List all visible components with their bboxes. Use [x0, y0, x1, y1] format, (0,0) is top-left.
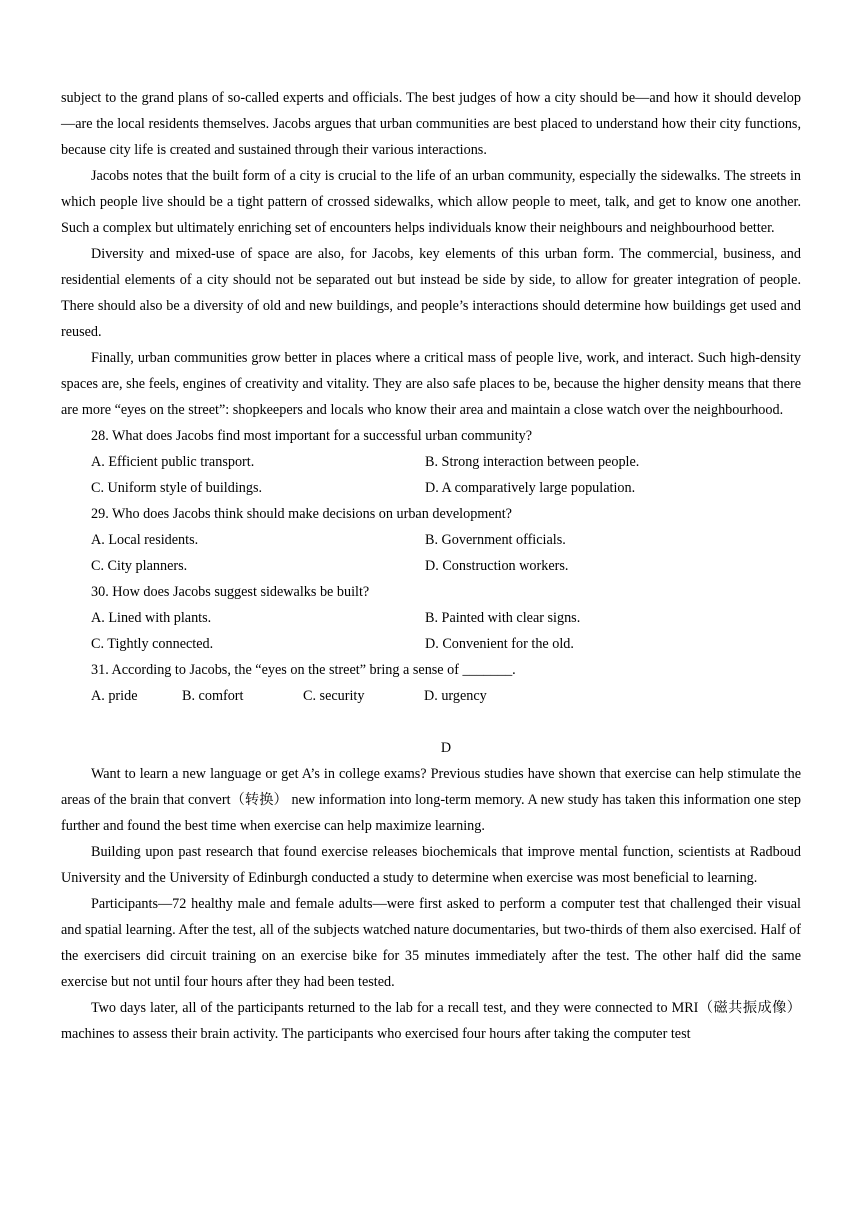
question-31-option-b: B. comfort — [182, 688, 244, 704]
question-28-option-a: A. Efficient public transport. — [91, 454, 255, 470]
question-31-option-a: A. pride — [91, 688, 138, 704]
question-31-option-c: C. security — [303, 688, 365, 704]
passage-c-paragraph-1: subject to the grand plans of so-called experts and officials. The best judges of how a city should be—and how it should develop—are the local residents themselves. Jacobs argues that urban communities are best placed to understand how their city functions, because city life is created and sustained through their various interactions. — [61, 90, 801, 158]
question-28-option-c: C. Uniform style of buildings. — [91, 480, 263, 496]
passage-d-heading: D — [440, 740, 452, 756]
question-31-option-d: D. urgency — [424, 688, 487, 704]
question-28-options-row-2 — [61, 475, 801, 501]
question-31-stem: 31. According to Jacobs, the “eyes on the street” bring a sense of _______. — [91, 662, 516, 678]
question-28-option-d: D. A comparatively large population. — [425, 480, 636, 496]
question-29-stem: 29. Who does Jacobs think should make decisions on urban development? — [91, 506, 512, 522]
question-30-options-row-2 — [61, 631, 801, 657]
passage-d-paragraph-2: Building upon past research that found exercise releases biochemicals that improve mental function, scientists at Radboud University and the University of Edinburgh conducted a study to determine when exercise was most beneficial to learning. — [61, 844, 801, 886]
question-29-options-row-1 — [61, 527, 801, 553]
question-29-option-c: C. City planners. — [91, 558, 188, 574]
question-30-option-b: B. Painted with clear signs. — [425, 610, 581, 626]
question-30-option-d: D. Convenient for the old. — [425, 636, 574, 652]
question-30-options-row-1 — [61, 605, 801, 631]
passage-d-paragraph-1: Want to learn a new language or get A’s in college exams? Previous studies have shown that exercise can help stimulate the areas of the brain that convert（转换） new information into long-term memory. A new study has taken this information one step further and found the best time when exercise can help maximize learning. — [61, 766, 801, 834]
passage-d-paragraph-3: Participants—72 healthy male and female adults—were first asked to perform a computer test that challenged their visual and spatial learning. After the test, all of the subjects watched nature documentaries, but two-thirds of them also exercised. Half of the exercisers did circuit training on an exercise bike for 35 minutes immediately after the test. The other half did the same exercise but not until four hours after they had been tested. — [61, 896, 801, 990]
question-28-option-b: B. Strong interaction between people. — [425, 454, 640, 470]
question-30-option-a: A. Lined with plants. — [91, 610, 212, 626]
question-28-options-row-1 — [61, 449, 801, 475]
question-31-options-row — [61, 683, 801, 709]
question-29-options-row-2 — [61, 553, 801, 579]
question-29-option-b: B. Government officials. — [425, 532, 566, 548]
question-30-stem: 30. How does Jacobs suggest sidewalks be built? — [91, 584, 370, 600]
question-29-option-d: D. Construction workers. — [425, 558, 569, 574]
passage-c-paragraph-2: Jacobs notes that the built form of a city is crucial to the life of an urban community, especially the sidewalks. The streets in which people live should be a tight pattern of crossed sidewalks, which allow people to meet, talk, and get to know one another. Such a complex but ultimately enriching set of encounters helps individuals know their neighbours and neighbourhood better. — [61, 168, 801, 236]
question-28-stem: 28. What does Jacobs find most important for a successful urban community? — [91, 428, 533, 444]
question-29-option-a: A. Local residents. — [91, 532, 199, 548]
passage-c-paragraph-4: Finally, urban communities grow better in places where a critical mass of people live, work, and interact. Such high-density spaces are, she feels, engines of creativity and vitality. They are also safe places to be, because the higher density means that there are more “eyes on the street”: shopkeepers and locals who know their area and maintain a close watch over the neighbourhood. — [61, 350, 801, 418]
passage-c-paragraph-3: Diversity and mixed-use of space are also, for Jacobs, key elements of this urban form. The commercial, business, and residential elements of a city should not be separated out but instead be side by side, to allow for greater integration of people. There should also be a diversity of old and new buildings, and people’s interactions should determine how buildings get used and reused. — [61, 246, 801, 340]
passage-d-paragraph-4: Two days later, all of the participants returned to the lab for a recall test, and they were connected to MRI（磁共振成像） machines to assess their brain activity. The participants who exercised four hours after taking the computer test — [61, 1000, 801, 1042]
question-30-option-c: C. Tightly connected. — [91, 636, 214, 652]
spacer — [61, 709, 801, 735]
